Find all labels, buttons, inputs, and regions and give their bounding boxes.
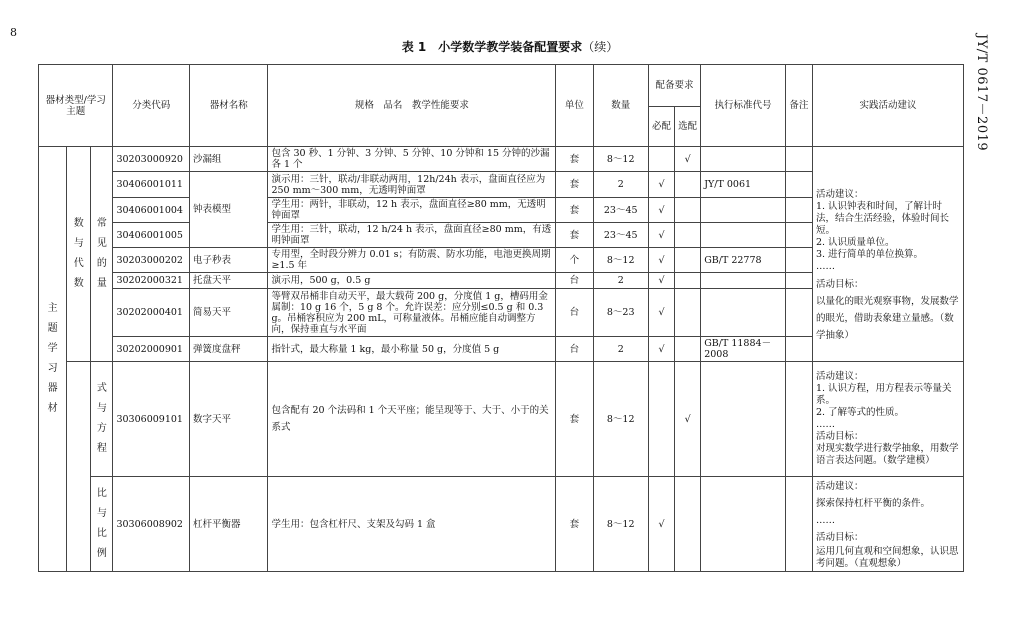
group-sub-label: 数 与 代 数 — [67, 147, 91, 362]
cell-standard — [701, 198, 786, 223]
cell-code: 30406001011 — [113, 172, 189, 198]
header-category: 器材类型/学习主题 — [39, 65, 113, 147]
cell-standard: GB/T 22778 — [701, 248, 786, 273]
cell-standard: GB/T 11884－2008 — [701, 337, 786, 362]
cell-unit: 套 — [556, 172, 593, 198]
table-row — [39, 362, 964, 477]
cell-name: 电子秒表 — [189, 248, 268, 273]
cell-unit: 套 — [556, 223, 593, 248]
cell-name: 杠杆平衡器 — [189, 477, 268, 572]
cell-spec: 包含 30 秒、1 分钟、3 分钟、5 分钟、10 分钟和 15 分钟的沙漏各 1 个 — [268, 147, 556, 172]
cell-code: 30202000401 — [113, 289, 189, 337]
cell-note — [785, 273, 812, 289]
page-number: 8 — [10, 26, 17, 39]
table-caption — [330, 38, 690, 55]
cell-note — [785, 248, 812, 273]
header-optional: 选配 — [675, 107, 701, 147]
cell-code: 30406001005 — [113, 223, 189, 248]
cell-code: 30202000901 — [113, 337, 189, 362]
cell-optional — [675, 337, 701, 362]
cell-optional — [675, 273, 701, 289]
header-standard: 执行标准代号 — [701, 65, 786, 147]
cell-spec: 包含配有 20 个法码和 1 个天平座；能呈现等于、大于、小于的关系式 — [268, 362, 556, 477]
cell-required: √ — [648, 223, 674, 248]
header-row — [39, 65, 964, 107]
cell-qty: 2 — [593, 273, 648, 289]
cell-name: 数字天平 — [189, 362, 268, 477]
caption-cont: （续） — [582, 40, 619, 54]
cell-optional — [675, 223, 701, 248]
cell-required: √ — [648, 289, 674, 337]
cell-standard — [701, 273, 786, 289]
cell-standard: JY/T 0061 — [701, 172, 786, 198]
cell-required: √ — [648, 273, 674, 289]
cell-note — [785, 147, 812, 172]
header-required: 必配 — [648, 107, 674, 147]
cell-unit: 台 — [556, 273, 593, 289]
cell-note — [785, 223, 812, 248]
cell-qty: 8～12 — [593, 147, 648, 172]
cell-required — [648, 147, 674, 172]
cell-qty: 23～45 — [593, 198, 648, 223]
cell-spec: 演示用：三针，联动/非联动两用，12h/24h 表示，盘面直径应为 250 mm～300 mm，无透明钟面罩 — [268, 172, 556, 198]
cell-unit: 套 — [556, 362, 593, 477]
cell-qty: 2 — [593, 337, 648, 362]
cell-note — [785, 362, 812, 477]
cell-required — [648, 362, 674, 477]
cell-code: 30406001004 — [113, 198, 189, 223]
cell-name: 简易天平 — [189, 289, 268, 337]
cell-optional — [675, 289, 701, 337]
cell-optional: √ — [675, 147, 701, 172]
header-config: 配备要求 — [648, 65, 700, 107]
cell-qty: 8～12 — [593, 477, 648, 572]
cell-standard — [701, 223, 786, 248]
cell-optional — [675, 248, 701, 273]
cell-name: 沙漏组 — [189, 147, 268, 172]
cell-note — [785, 477, 812, 572]
cell-qty: 8～23 — [593, 289, 648, 337]
cell-qty: 8～12 — [593, 362, 648, 477]
cell-unit: 套 — [556, 147, 593, 172]
standard-code: JY/T 0617－2019 — [974, 34, 989, 152]
section-label-measure: 常 见 的 量 — [91, 147, 113, 362]
cell-qty: 2 — [593, 172, 648, 198]
cell-code: 30306009101 — [113, 362, 189, 477]
cell-name: 托盘天平 — [189, 273, 268, 289]
cell-note — [785, 337, 812, 362]
cell-code: 30306008902 — [113, 477, 189, 572]
cell-spec: 演示用，500 g，0.5 g — [268, 273, 556, 289]
cell-unit: 台 — [556, 289, 593, 337]
cell-standard — [701, 289, 786, 337]
header-activity: 实践活动建议 — [812, 65, 963, 147]
cell-spec: 学生用：三针，联动，12 h/24 h 表示，盘面直径≥80 mm，有透明钟面罩 — [268, 223, 556, 248]
cell-required: √ — [648, 248, 674, 273]
table-row — [39, 172, 964, 198]
cell-optional — [675, 477, 701, 572]
cell-standard — [701, 362, 786, 477]
cell-note — [785, 198, 812, 223]
header-code: 分类代码 — [113, 65, 189, 147]
cell-qty: 8～12 — [593, 248, 648, 273]
cell-required: √ — [648, 172, 674, 198]
cell-standard — [701, 477, 786, 572]
cell-spec: 等臂双吊桶非自动天平，最大载荷 200 g，分度值 1 g，槽码用金属制：10 g 16 个，5 g 8 个。允许误差：应分别≤0.5 g 和 0.3 g。吊桶容积应为 200 mL，可称量液体。吊桶应能自动调整方向，保持垂直与水平面 — [268, 289, 556, 337]
table-row — [39, 147, 964, 172]
cell-required: √ — [648, 198, 674, 223]
cell-code: 30203000202 — [113, 248, 189, 273]
cell-qty: 23～45 — [593, 223, 648, 248]
table-row — [39, 477, 964, 572]
cell-note — [785, 172, 812, 198]
sub-empty — [67, 362, 91, 477]
activity-cell-ratio: 活动建议： 探索保持杠杆平衡的条件。 …… 活动目标： 运用几何直观和空间想象，认识思考问题。（直观想象） — [812, 477, 963, 572]
cell-code: 30203000920 — [113, 147, 189, 172]
cell-unit: 套 — [556, 477, 593, 572]
cell-unit: 个 — [556, 248, 593, 273]
cell-optional — [675, 172, 701, 198]
equipment-table — [38, 64, 964, 572]
header-unit: 单位 — [556, 65, 593, 147]
header-spec: 规格 品名 教学性能要求 — [268, 65, 556, 147]
section-label-ratio: 比 与 比 例 — [91, 477, 113, 572]
cell-standard — [701, 147, 786, 172]
cell-spec: 学生用：两针，非联动，12 h 表示，盘面直径≥80 mm，无透明钟面罩 — [268, 198, 556, 223]
cell-name: 弹簧度盘秤 — [189, 337, 268, 362]
group-main-label: 主 题 学 习 器 材 — [39, 147, 67, 572]
cell-spec: 指针式，最大称量 1 kg，最小称量 50 g，分度值 5 g — [268, 337, 556, 362]
header-note: 备注 — [785, 65, 812, 147]
cell-optional: √ — [675, 362, 701, 477]
sub-empty — [67, 477, 91, 572]
activity-cell-equation: 活动建议： 1. 认识方程，用方程表示等量关系。 2. 了解等式的性质。 …… 活动目标： 对现实数学进行数学抽象，用数学语言表达问题。（数学建模） — [812, 362, 963, 477]
section-label-equation: 式 与 方 程 — [91, 362, 113, 477]
cell-required: √ — [648, 337, 674, 362]
cell-note — [785, 289, 812, 337]
cell-unit: 套 — [556, 198, 593, 223]
cell-code: 30202000321 — [113, 273, 189, 289]
caption-title: 表 1 小学数学教学装备配置要求 — [401, 40, 583, 54]
header-name: 器材名称 — [189, 65, 268, 147]
cell-unit: 台 — [556, 337, 593, 362]
header-qty: 数量 — [593, 65, 648, 147]
activity-cell-measure: 活动建议： 1. 认识钟表和时间，了解计时法，结合生活经验，体验时间长短。 2. 认识质量单位。 3. 进行简单的单位换算。 …… 活动目标： 以量化的眼光观察事物，发展数学的眼光，借助表象建立量感。（数学抽象） — [812, 172, 963, 362]
cell-spec: 专用型，全时段分辨力 0.01 s；有防震、防水功能，电池更换周期≥1.5 年 — [268, 248, 556, 273]
cell-required: √ — [648, 477, 674, 572]
cell-optional — [675, 198, 701, 223]
cell-name: 钟表模型 — [189, 172, 268, 248]
cell-spec: 学生用：包含杠杆尺、支架及勾码 1 盒 — [268, 477, 556, 572]
